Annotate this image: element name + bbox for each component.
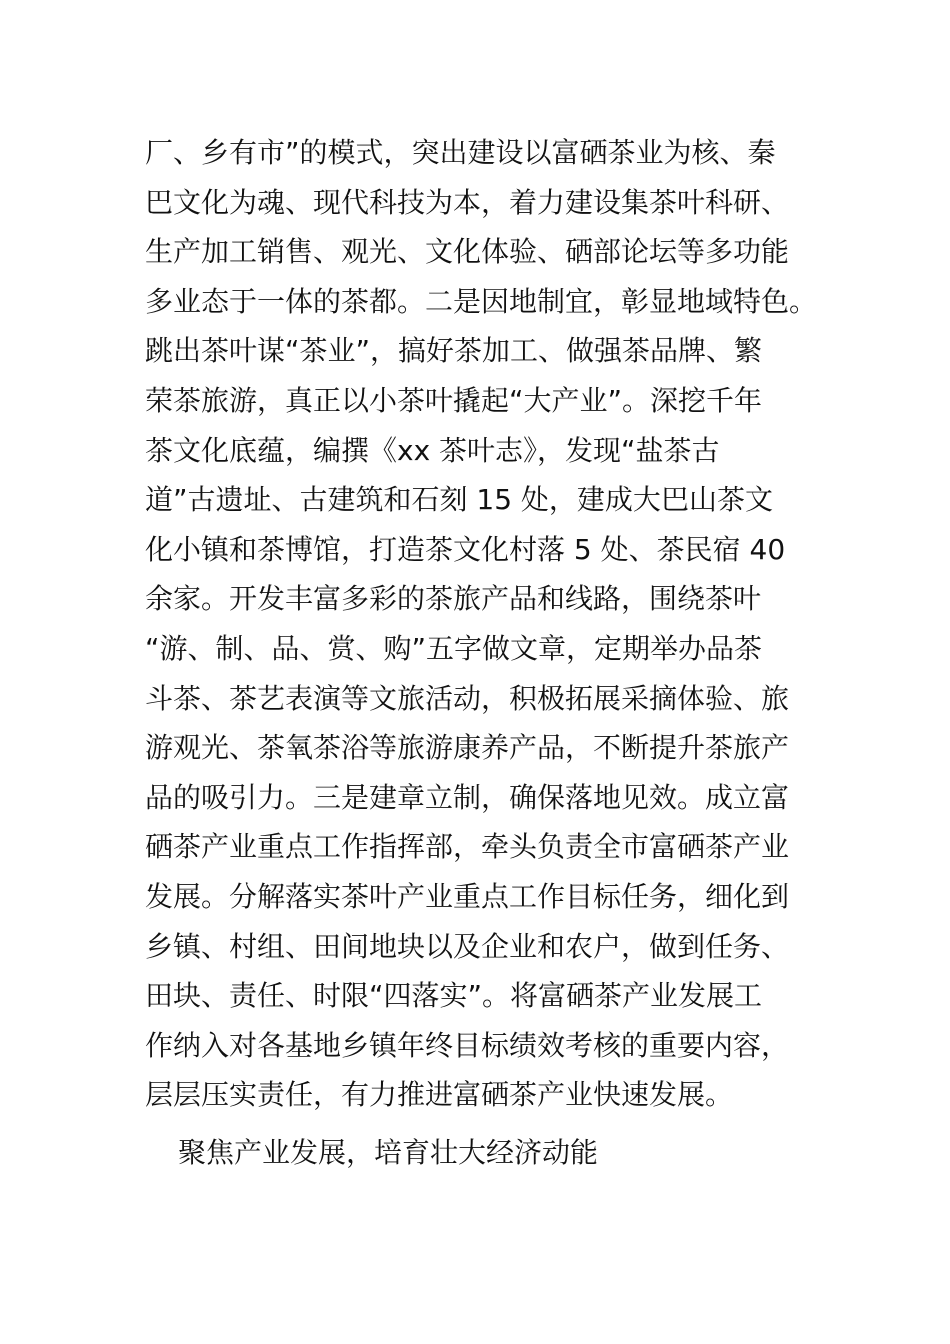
text-line: 道”古遗址、古建筑和石刻 15 处，建成大巴山茶文	[145, 483, 773, 517]
section-heading: 聚焦产业发展，培育壮大经济动能	[178, 1136, 599, 1169]
text-line: 厂、乡有市”的模式，突出建设以富硒茶业为核、秦	[145, 136, 776, 169]
text-line: 田块、责任、时限“四落实”。将富硒茶产业发展工	[145, 979, 763, 1013]
text-line: 作纳入对各基地乡镇年终目标绩效考核的重要内容，	[145, 1028, 790, 1062]
text-line: 游观光、茶氧茶浴等旅游康养产品，不断提升茶旅产	[145, 731, 790, 765]
text-line: 化小镇和茶博馆，打造茶文化村落 5 处、茶民宿 40	[145, 532, 786, 566]
text-line: 发展。分解落实茶叶产业重点工作目标任务，细化到	[145, 879, 790, 913]
text-line: “游、制、品、赏、购”五字做文章，定期举办品茶	[145, 631, 763, 665]
text-line: 多业态于一体的茶都。二是因地制宜，彰显地域特色。	[145, 284, 818, 318]
text-line: 荣茶旅游，真正以小茶叶撬起“大产业”。深挖千年	[145, 383, 763, 417]
body-paragraph	[145, 128, 825, 1120]
text-line: 硒茶产业重点工作指挥部，牵头负责全市富硒茶产业	[145, 830, 790, 864]
text-line: 层层压实责任，有力推进富硒茶产业快速发展。	[145, 1078, 734, 1112]
text-line: 巴文化为魂、现代科技为本，着力建设集茶叶科研、	[145, 185, 790, 219]
text-line: 余家。开发丰富多彩的茶旅产品和线路，围绕茶叶	[145, 582, 762, 616]
text-line: 品的吸引力。三是建章立制，确保落地见效。成立富	[145, 780, 790, 814]
text-line: 生产加工销售、观光、文化体验、硒部论坛等多功能	[145, 235, 790, 269]
text-line: 乡镇、村组、田间地块以及企业和农户，做到任务、	[145, 929, 790, 963]
text-line: 茶文化底蕴，编撰《xx 茶叶志》，发现“盐茶古	[145, 433, 720, 467]
text-line: 斗茶、茶艺表演等文旅活动，积极拓展采摘体验、旅	[145, 681, 790, 715]
text-line: 跳出茶叶谋“茶业”，搞好茶加工、做强茶品牌、繁	[145, 334, 763, 368]
